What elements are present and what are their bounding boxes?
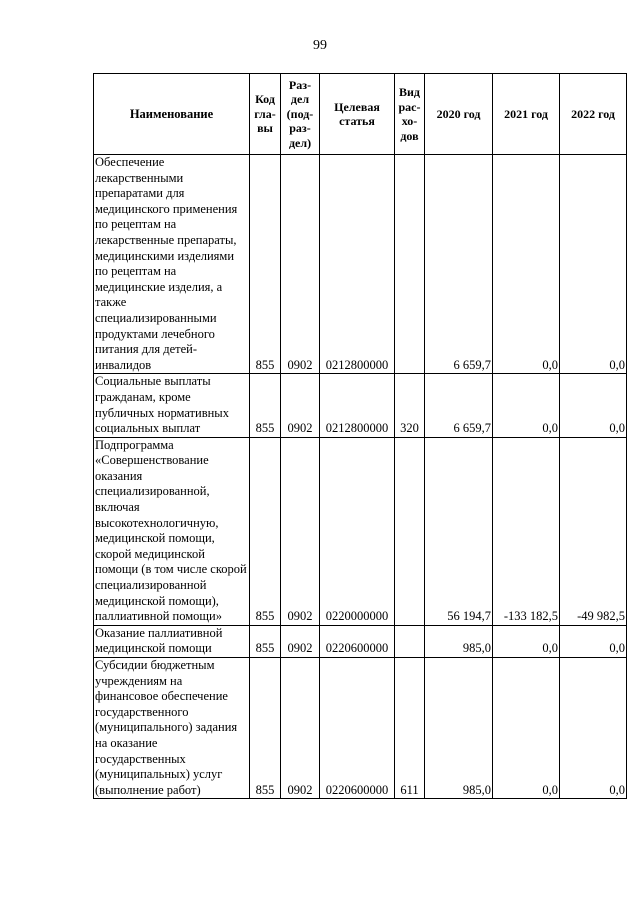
- row-value-2021: 0,0: [493, 374, 560, 437]
- row-value-2021: 0,0: [493, 155, 560, 374]
- row-expense-type: 320: [395, 374, 425, 437]
- header-year-2022: 2022 год: [560, 74, 627, 155]
- row-target-article: 0212800000: [320, 155, 395, 374]
- row-value-2022: 0,0: [560, 658, 627, 799]
- table-row: [94, 625, 627, 657]
- header-section: Раз- дел (под- раз- дел): [281, 74, 320, 155]
- row-target-article: 0220000000: [320, 437, 395, 625]
- row-value-2020: 6 659,7: [425, 155, 493, 374]
- row-section: 0902: [281, 437, 320, 625]
- row-target-article: 0212800000: [320, 374, 395, 437]
- row-expense-type: [395, 437, 425, 625]
- header-name: Наименование: [94, 74, 250, 155]
- header-year-2021: 2021 год: [493, 74, 560, 155]
- row-value-2021: 0,0: [493, 658, 560, 799]
- header-target-article: Целевая статья: [320, 74, 395, 155]
- page-number: 99: [313, 38, 327, 53]
- row-section: 0902: [281, 374, 320, 437]
- row-value-2020: 6 659,7: [425, 374, 493, 437]
- header-year-2020: 2020 год: [425, 74, 493, 155]
- row-value-2022: 0,0: [560, 155, 627, 374]
- table-row: [94, 374, 627, 437]
- row-target-article: 0220600000: [320, 658, 395, 799]
- row-value-2020: 985,0: [425, 658, 493, 799]
- row-chapter-code: 855: [250, 155, 281, 374]
- table-row: [94, 437, 627, 625]
- row-value-2022: 0,0: [560, 625, 627, 657]
- header-row: [94, 74, 627, 155]
- row-section: 0902: [281, 625, 320, 657]
- row-value-2020: 985,0: [425, 625, 493, 657]
- row-expense-type: [395, 625, 425, 657]
- row-chapter-code: 855: [250, 658, 281, 799]
- row-target-article: 0220600000: [320, 625, 395, 657]
- table-row: [94, 658, 627, 799]
- row-value-2021: -133 182,5: [493, 437, 560, 625]
- row-expense-type: 611: [395, 658, 425, 799]
- row-name: Обеспечение лекарственными препаратами для медицинского применения по рецептам на лекарственные препараты, медицинскими изделиями по рецептам на медицинские изделия, а также специализированными продуктами лечебного питания для детей-инвалидов: [94, 155, 250, 374]
- row-name: Субсидии бюджетным учреждениям на финансовое обеспечение государственного (муниципального) задания на оказание государственных (муниципальных) услуг (выполнение работ): [94, 658, 250, 799]
- row-section: 0902: [281, 155, 320, 374]
- row-name: Оказание паллиативной медицинской помощи: [94, 625, 250, 657]
- table-row: [94, 155, 627, 374]
- row-chapter-code: 855: [250, 374, 281, 437]
- row-name: Подпрограмма «Совершенствование оказания специализированной, включая высокотехнологичную, медицинской помощи, скорой медицинской помощи (в том числе скорой специализированной медицинской помощи), паллиативной помощи»: [94, 437, 250, 625]
- row-value-2021: 0,0: [493, 625, 560, 657]
- row-name: Социальные выплаты гражданам, кроме публичных нормативных социальных выплат: [94, 374, 250, 437]
- header-chapter-code: Код гла- вы: [250, 74, 281, 155]
- row-section: 0902: [281, 658, 320, 799]
- header-expense-type: Вид рас- хо- дов: [395, 74, 425, 155]
- row-value-2020: 56 194,7: [425, 437, 493, 625]
- row-value-2022: -49 982,5: [560, 437, 627, 625]
- row-chapter-code: 855: [250, 625, 281, 657]
- row-value-2022: 0,0: [560, 374, 627, 437]
- budget-table: [93, 73, 627, 799]
- row-expense-type: [395, 155, 425, 374]
- row-chapter-code: 855: [250, 437, 281, 625]
